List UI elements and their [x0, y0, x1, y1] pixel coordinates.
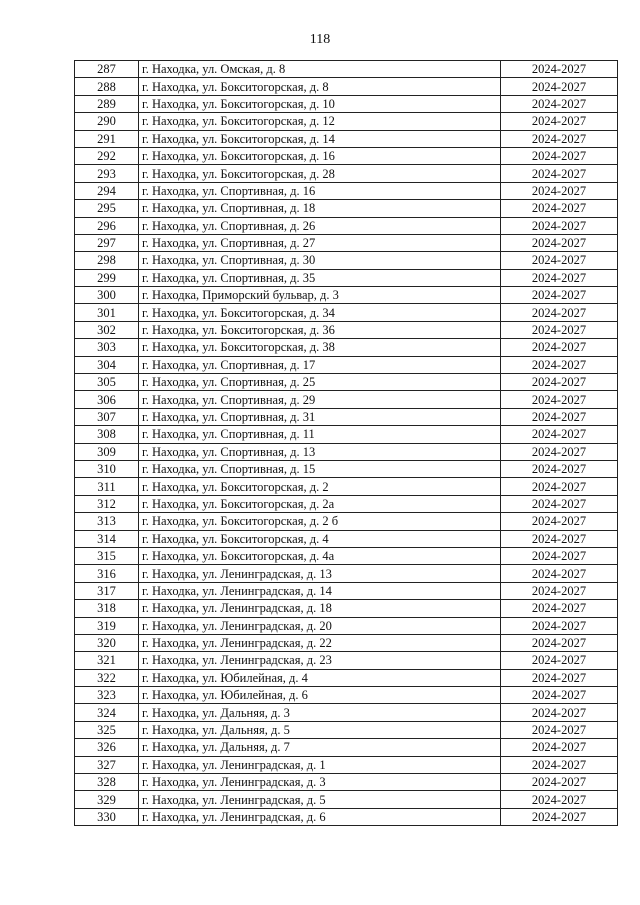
row-number-cell: 307: [75, 408, 139, 425]
period-cell: 2024-2027: [501, 669, 618, 686]
row-number-cell: 310: [75, 460, 139, 477]
address-cell: г. Находка, ул. Омская, д. 8: [139, 61, 501, 78]
period-cell: 2024-2027: [501, 808, 618, 825]
period-cell: 2024-2027: [501, 374, 618, 391]
row-number-cell: 288: [75, 78, 139, 95]
period-cell: 2024-2027: [501, 391, 618, 408]
row-number-cell: 298: [75, 252, 139, 269]
period-cell: 2024-2027: [501, 791, 618, 808]
address-cell: г. Находка, ул. Ленинградская, д. 20: [139, 617, 501, 634]
table-row: [75, 252, 618, 269]
table-row: [75, 165, 618, 182]
period-cell: 2024-2027: [501, 478, 618, 495]
address-cell: г. Находка, ул. Юбилейная, д. 6: [139, 687, 501, 704]
table-row: [75, 739, 618, 756]
address-cell: г. Находка, ул. Спортивная, д. 25: [139, 374, 501, 391]
table-row: [75, 808, 618, 825]
table-row: [75, 774, 618, 791]
table-row: [75, 791, 618, 808]
table-row: [75, 495, 618, 512]
table-row: [75, 478, 618, 495]
table-row: [75, 95, 618, 112]
period-cell: 2024-2027: [501, 304, 618, 321]
address-cell: г. Находка, ул. Спортивная, д. 11: [139, 426, 501, 443]
table-row: [75, 513, 618, 530]
table-row: [75, 200, 618, 217]
table-row: [75, 61, 618, 78]
row-number-cell: 289: [75, 95, 139, 112]
address-cell: г. Находка, ул. Спортивная, д. 35: [139, 269, 501, 286]
period-cell: 2024-2027: [501, 443, 618, 460]
row-number-cell: 293: [75, 165, 139, 182]
address-cell: г. Находка, ул. Бокситогорская, д. 12: [139, 113, 501, 130]
address-cell: г. Находка, ул. Спортивная, д. 15: [139, 460, 501, 477]
row-number-cell: 294: [75, 182, 139, 199]
row-number-cell: 302: [75, 321, 139, 338]
table-row: [75, 182, 618, 199]
address-cell: г. Находка, ул. Юбилейная, д. 4: [139, 669, 501, 686]
row-number-cell: 296: [75, 217, 139, 234]
row-number-cell: 324: [75, 704, 139, 721]
table-row: [75, 113, 618, 130]
table-row: [75, 321, 618, 338]
address-cell: г. Находка, ул. Дальняя, д. 3: [139, 704, 501, 721]
address-cell: г. Находка, ул. Бокситогорская, д. 2: [139, 478, 501, 495]
address-cell: г. Находка, ул. Бокситогорская, д. 2 б: [139, 513, 501, 530]
period-cell: 2024-2027: [501, 426, 618, 443]
table-row: [75, 287, 618, 304]
table-row: [75, 130, 618, 147]
period-cell: 2024-2027: [501, 774, 618, 791]
period-cell: 2024-2027: [501, 634, 618, 651]
row-number-cell: 328: [75, 774, 139, 791]
period-cell: 2024-2027: [501, 113, 618, 130]
address-cell: г. Находка, ул. Дальняя, д. 5: [139, 721, 501, 738]
period-cell: 2024-2027: [501, 356, 618, 373]
address-cell: г. Находка, Приморский бульвар, д. 3: [139, 287, 501, 304]
address-cell: г. Находка, ул. Бокситогорская, д. 34: [139, 304, 501, 321]
row-number-cell: 303: [75, 339, 139, 356]
row-number-cell: 304: [75, 356, 139, 373]
period-cell: 2024-2027: [501, 287, 618, 304]
address-cell: г. Находка, ул. Бокситогорская, д. 38: [139, 339, 501, 356]
address-cell: г. Находка, ул. Спортивная, д. 26: [139, 217, 501, 234]
table-row: [75, 721, 618, 738]
period-cell: 2024-2027: [501, 182, 618, 199]
row-number-cell: 290: [75, 113, 139, 130]
row-number-cell: 315: [75, 547, 139, 564]
table-row: [75, 78, 618, 95]
table-row: [75, 147, 618, 164]
row-number-cell: 322: [75, 669, 139, 686]
table-row: [75, 443, 618, 460]
period-cell: 2024-2027: [501, 721, 618, 738]
period-cell: 2024-2027: [501, 617, 618, 634]
address-cell: г. Находка, ул. Дальняя, д. 7: [139, 739, 501, 756]
table-row: [75, 617, 618, 634]
table-row: [75, 652, 618, 669]
table-row: [75, 634, 618, 651]
address-cell: г. Находка, ул. Бокситогорская, д. 8: [139, 78, 501, 95]
period-cell: 2024-2027: [501, 95, 618, 112]
row-number-cell: 292: [75, 147, 139, 164]
address-cell: г. Находка, ул. Бокситогорская, д. 4: [139, 530, 501, 547]
period-cell: 2024-2027: [501, 495, 618, 512]
address-cell: г. Находка, ул. Ленинградская, д. 18: [139, 600, 501, 617]
row-number-cell: 314: [75, 530, 139, 547]
table-row: [75, 547, 618, 564]
period-cell: 2024-2027: [501, 565, 618, 582]
address-cell: г. Находка, ул. Спортивная, д. 30: [139, 252, 501, 269]
address-cell: г. Находка, ул. Бокситогорская, д. 16: [139, 147, 501, 164]
row-number-cell: 313: [75, 513, 139, 530]
row-number-cell: 327: [75, 756, 139, 773]
period-cell: 2024-2027: [501, 687, 618, 704]
table-row: [75, 339, 618, 356]
row-number-cell: 318: [75, 600, 139, 617]
row-number-cell: 308: [75, 426, 139, 443]
address-cell: г. Находка, ул. Ленинградская, д. 23: [139, 652, 501, 669]
period-cell: 2024-2027: [501, 130, 618, 147]
table-row: [75, 304, 618, 321]
period-cell: 2024-2027: [501, 513, 618, 530]
row-number-cell: 301: [75, 304, 139, 321]
table-row: [75, 704, 618, 721]
period-cell: 2024-2027: [501, 530, 618, 547]
table-row: [75, 374, 618, 391]
period-cell: 2024-2027: [501, 582, 618, 599]
table-row: [75, 582, 618, 599]
period-cell: 2024-2027: [501, 321, 618, 338]
address-cell: г. Находка, ул. Ленинградская, д. 5: [139, 791, 501, 808]
period-cell: 2024-2027: [501, 547, 618, 564]
row-number-cell: 321: [75, 652, 139, 669]
period-cell: 2024-2027: [501, 234, 618, 251]
row-number-cell: 329: [75, 791, 139, 808]
address-cell: г. Находка, ул. Бокситогорская, д. 36: [139, 321, 501, 338]
period-cell: 2024-2027: [501, 147, 618, 164]
period-cell: 2024-2027: [501, 339, 618, 356]
table-row: [75, 391, 618, 408]
period-cell: 2024-2027: [501, 61, 618, 78]
table-row: [75, 269, 618, 286]
address-cell: г. Находка, ул. Спортивная, д. 16: [139, 182, 501, 199]
address-cell: г. Находка, ул. Бокситогорская, д. 4а: [139, 547, 501, 564]
period-cell: 2024-2027: [501, 165, 618, 182]
row-number-cell: 311: [75, 478, 139, 495]
period-cell: 2024-2027: [501, 78, 618, 95]
address-cell: г. Находка, ул. Спортивная, д. 17: [139, 356, 501, 373]
table-row: [75, 600, 618, 617]
address-cell: г. Находка, ул. Бокситогорская, д. 10: [139, 95, 501, 112]
table-row: [75, 408, 618, 425]
address-cell: г. Находка, ул. Бокситогорская, д. 14: [139, 130, 501, 147]
period-cell: 2024-2027: [501, 756, 618, 773]
address-cell: г. Находка, ул. Ленинградская, д. 6: [139, 808, 501, 825]
row-number-cell: 299: [75, 269, 139, 286]
row-number-cell: 320: [75, 634, 139, 651]
table-row: [75, 565, 618, 582]
period-cell: 2024-2027: [501, 200, 618, 217]
table-row: [75, 217, 618, 234]
row-number-cell: 291: [75, 130, 139, 147]
table-row: [75, 460, 618, 477]
address-cell: г. Находка, ул. Спортивная, д. 31: [139, 408, 501, 425]
row-number-cell: 309: [75, 443, 139, 460]
period-cell: 2024-2027: [501, 652, 618, 669]
period-cell: 2024-2027: [501, 408, 618, 425]
address-cell: г. Находка, ул. Спортивная, д. 27: [139, 234, 501, 251]
table-row: [75, 669, 618, 686]
row-number-cell: 297: [75, 234, 139, 251]
row-number-cell: 316: [75, 565, 139, 582]
page-number: 118: [309, 32, 331, 47]
row-number-cell: 326: [75, 739, 139, 756]
table-row: [75, 356, 618, 373]
address-cell: г. Находка, ул. Ленинградская, д. 1: [139, 756, 501, 773]
period-cell: 2024-2027: [501, 460, 618, 477]
period-cell: 2024-2027: [501, 739, 618, 756]
address-cell: г. Находка, ул. Бокситогорская, д. 28: [139, 165, 501, 182]
address-cell: г. Находка, ул. Спортивная, д. 13: [139, 443, 501, 460]
period-cell: 2024-2027: [501, 217, 618, 234]
address-table: [74, 60, 618, 826]
address-cell: г. Находка, ул. Ленинградская, д. 3: [139, 774, 501, 791]
row-number-cell: 319: [75, 617, 139, 634]
table-row: [75, 234, 618, 251]
table-row: [75, 426, 618, 443]
row-number-cell: 305: [75, 374, 139, 391]
table-row: [75, 530, 618, 547]
period-cell: 2024-2027: [501, 704, 618, 721]
row-number-cell: 312: [75, 495, 139, 512]
address-cell: г. Находка, ул. Ленинградская, д. 22: [139, 634, 501, 651]
row-number-cell: 306: [75, 391, 139, 408]
table-row: [75, 756, 618, 773]
address-cell: г. Находка, ул. Ленинградская, д. 14: [139, 582, 501, 599]
row-number-cell: 330: [75, 808, 139, 825]
row-number-cell: 323: [75, 687, 139, 704]
address-cell: г. Находка, ул. Спортивная, д. 18: [139, 200, 501, 217]
row-number-cell: 325: [75, 721, 139, 738]
address-cell: г. Находка, ул. Бокситогорская, д. 2а: [139, 495, 501, 512]
row-number-cell: 317: [75, 582, 139, 599]
address-cell: г. Находка, ул. Ленинградская, д. 13: [139, 565, 501, 582]
table-row: [75, 687, 618, 704]
period-cell: 2024-2027: [501, 269, 618, 286]
address-cell: г. Находка, ул. Спортивная, д. 29: [139, 391, 501, 408]
row-number-cell: 295: [75, 200, 139, 217]
period-cell: 2024-2027: [501, 252, 618, 269]
row-number-cell: 287: [75, 61, 139, 78]
period-cell: 2024-2027: [501, 600, 618, 617]
row-number-cell: 300: [75, 287, 139, 304]
